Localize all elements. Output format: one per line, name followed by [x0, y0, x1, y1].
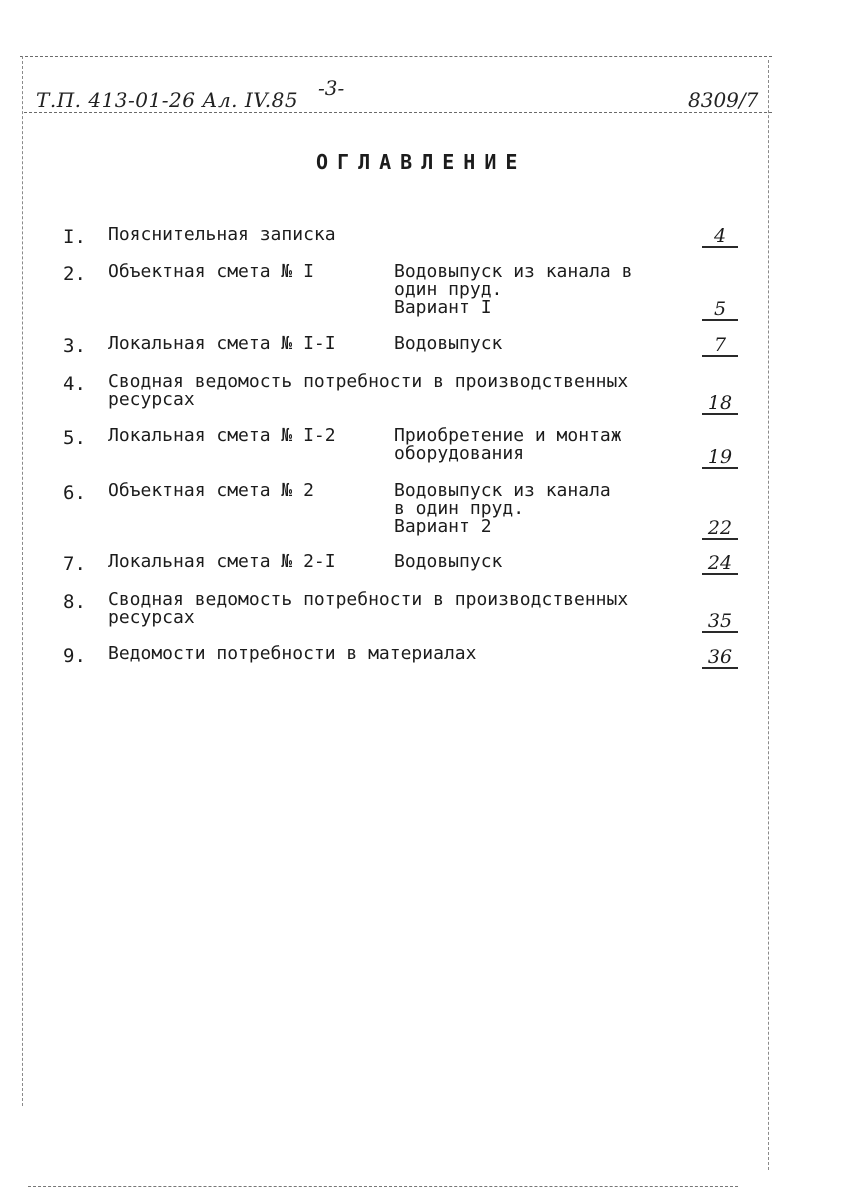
frame-top-line [20, 56, 772, 57]
toc-entry-title [108, 482, 314, 500]
toc-entry-description [394, 482, 611, 536]
frame-bottom-line [28, 1186, 738, 1187]
toc-entry-title [108, 335, 336, 353]
toc-entry-description [394, 335, 502, 353]
toc-entry-description [394, 553, 502, 571]
document-number: 8309/7 [688, 88, 759, 112]
toc-entry-number: 7. [63, 553, 86, 575]
toc-entry-description-line: Водовыпуск [394, 333, 503, 354]
toc-entry-title-line: ресурсах [108, 389, 195, 410]
toc-entry-number: 5. [63, 427, 86, 449]
toc-entry-number: 8. [63, 591, 86, 613]
toc-entry-title-line: Локальная смета № I-I [108, 333, 336, 354]
toc-entry-description-line: Вариант 2 [394, 516, 492, 537]
toc-entry-page: 4 [702, 226, 738, 248]
toc-entry-description-line: Вариант I [394, 297, 492, 318]
toc-entry-title-line: ресурсах [108, 607, 195, 628]
page-number: -3- [318, 76, 345, 100]
toc-entry-number: 3. [63, 335, 86, 357]
toc-entry-description-line: в один пруд. [394, 498, 525, 519]
toc-entry-description-line: Приобретение и монтаж [394, 425, 622, 446]
toc-entry-description-line: Водовыпуск из канала [394, 480, 611, 501]
toc-entry-number: 2. [63, 263, 86, 285]
toc-entry-title-line: Ведомости потребности в материалах [108, 643, 477, 664]
toc-entry-page: 36 [702, 647, 738, 669]
toc-entry-title [108, 263, 314, 281]
toc-entry-title-line: Локальная смета № I-2 [108, 425, 336, 446]
toc-entry-title [108, 427, 336, 445]
toc-entry-description-line: один пруд. [394, 279, 503, 300]
toc-entry-description [394, 263, 632, 317]
toc-entry-title-line: Локальная смета № 2-I [108, 551, 336, 572]
toc-entry-title [108, 591, 628, 627]
toc-entry-page: 35 [702, 611, 738, 633]
toc-entry-title-line: Объектная смета № 2 [108, 480, 314, 501]
toc-entry-page: 22 [702, 518, 738, 540]
toc-entry-description [394, 427, 622, 463]
toc-entry-title [108, 226, 336, 244]
toc-entry-title-line: Сводная ведомость потребности в производственных [108, 371, 629, 392]
document-code: Т.П. 413-01-26 Ал. IV.85 [36, 88, 299, 112]
toc-entry-title [108, 553, 336, 571]
toc-entry-title [108, 373, 628, 409]
toc-entry-description-line: оборудования [394, 443, 525, 464]
toc-entry-description-line: Водовыпуск из канала в [394, 261, 633, 282]
toc-entry-title-line: Сводная ведомость потребности в производственных [108, 589, 629, 610]
header-divider [24, 112, 772, 113]
toc-entry-title [108, 645, 476, 663]
toc-entry-number: 4. [63, 373, 86, 395]
toc-entry-page: 7 [702, 335, 738, 357]
toc-entry-page: 18 [702, 393, 738, 415]
toc-entry-page: 24 [702, 553, 738, 575]
page-title: ОГЛАВЛЕНИЕ [316, 150, 527, 174]
toc-entry-number: 9. [63, 645, 86, 667]
toc-entry-title-line: Пояснительная записка [108, 224, 336, 245]
toc-entry-page: 19 [702, 447, 738, 469]
toc-entry-title-line: Объектная смета № I [108, 261, 314, 282]
frame-right-line [768, 60, 769, 1170]
frame-left-line [22, 56, 23, 1106]
toc-entry-description-line: Водовыпуск [394, 551, 503, 572]
toc-entry-page: 5 [702, 299, 738, 321]
toc-entry-number: I. [63, 226, 86, 248]
toc-entry-number: 6. [63, 482, 86, 504]
